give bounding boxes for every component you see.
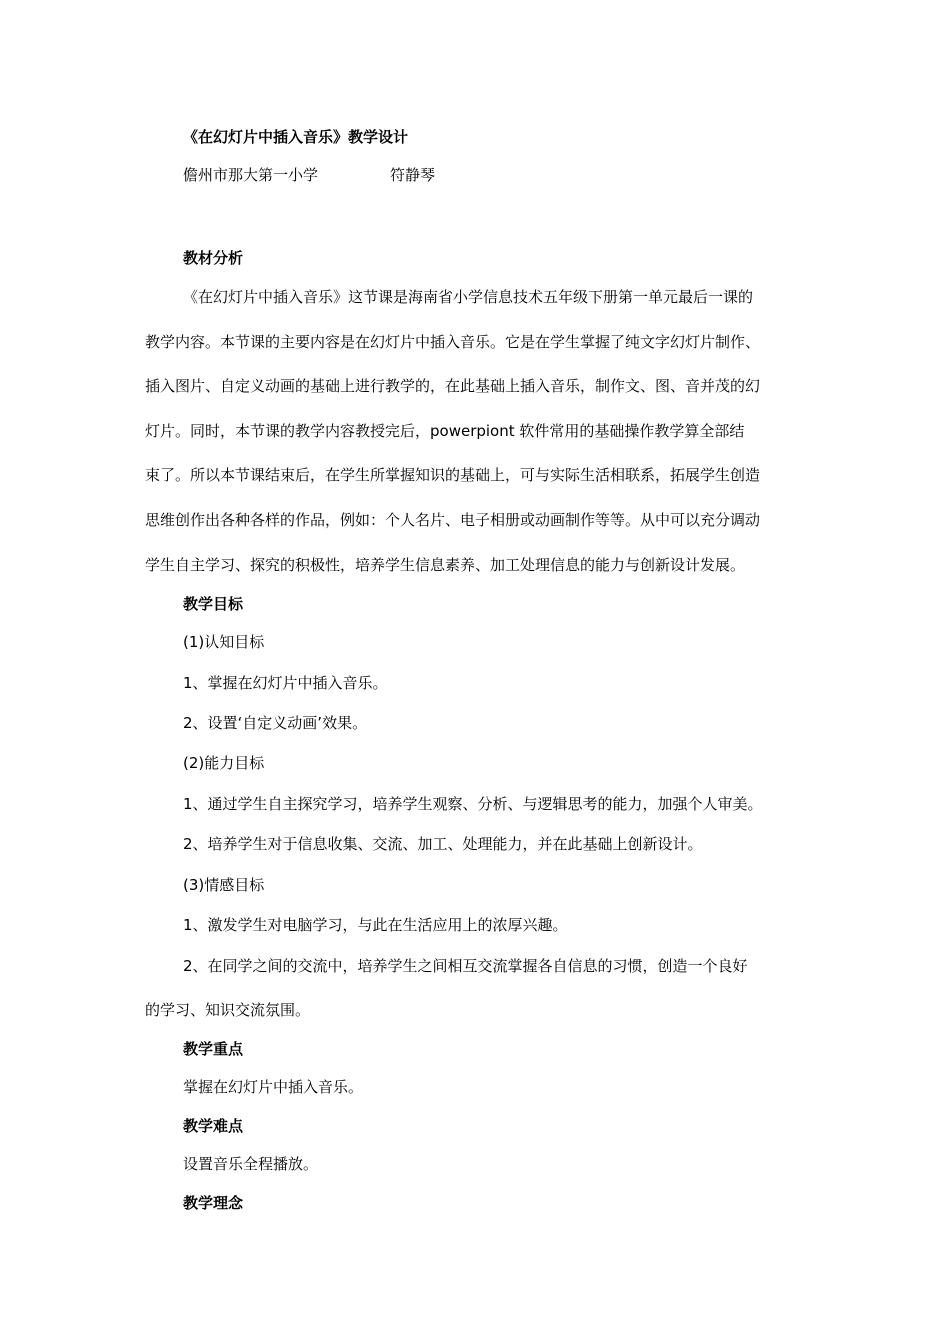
section-heading-goals: 教学目标 [183,595,244,613]
section-heading-philosophy: 教学理念 [183,1194,244,1212]
author-school: 儋州市那大第一小学 [183,166,319,184]
document-title: 《在幻灯片中插入音乐》教学设计 [183,128,409,146]
goal-label-cognitive: (1)认知目标 [183,633,265,651]
goal-label-emotion: (3)情感目标 [183,876,265,894]
analysis-line: 灯片。同时，本节课的教学内容教授完后，powerpiont 软件常用的基础操作教学算全部结 [145,422,745,440]
difficulty-text: 设置音乐全程播放。 [183,1155,319,1173]
goal-item-continuation: 的学习、知识交流氛围。 [145,1001,311,1019]
analysis-line: 《在幻灯片中插入音乐》这节课是海南省小学信息技术五年级下册第一单元最后一课的 [183,288,754,306]
goal-item: 2、在同学之间的交流中，培养学生之间相互交流掌握各自信息的习惯，创造一个良好 [183,957,748,975]
key-point-text: 掌握在幻灯片中插入音乐。 [183,1078,364,1096]
goal-item: 1、通过学生自主探究学习，培养学生观察、分析、与逻辑思考的能力，加强个人审美。 [183,795,763,813]
goal-label-ability: (2)能力目标 [183,754,265,772]
analysis-line: 束了。所以本节课结束后，在学生所掌握知识的基础上，可与实际生活相联系，拓展学生创造 [145,466,761,484]
goal-item: 2、培养学生对于信息收集、交流、加工、处理能力，并在此基础上创新设计。 [183,835,703,853]
author-line [183,165,435,185]
analysis-line: 插入图片、自定义动画的基础上进行教学的，在此基础上插入音乐，制作文、图、音并茂的幻 [145,377,761,395]
section-heading-key-point: 教学重点 [183,1040,244,1058]
analysis-line: 思维创作出各种各样的作品，例如：个人名片、电子相册或动画制作等等。从中可以充分调动 [145,511,761,529]
author-name: 符静琴 [390,166,436,184]
analysis-line: 教学内容。本节课的主要内容是在幻灯片中插入音乐。它是在学生掌握了纯文字幻灯片制作、 [145,333,761,351]
goal-item: 1、激发学生对电脑学习，与此在生活应用上的浓厚兴趣。 [183,916,568,934]
goal-item: 2、设置‘自定义动画’效果。 [183,714,368,732]
section-heading-analysis: 教材分析 [183,249,244,267]
section-heading-difficulty: 教学难点 [183,1117,244,1135]
analysis-line: 学生自主学习、探究的积极性，培养学生信息素养、加工处理信息的能力与创新设计发展。 [145,556,746,574]
goal-item: 1、掌握在幻灯片中插入音乐。 [183,674,388,692]
